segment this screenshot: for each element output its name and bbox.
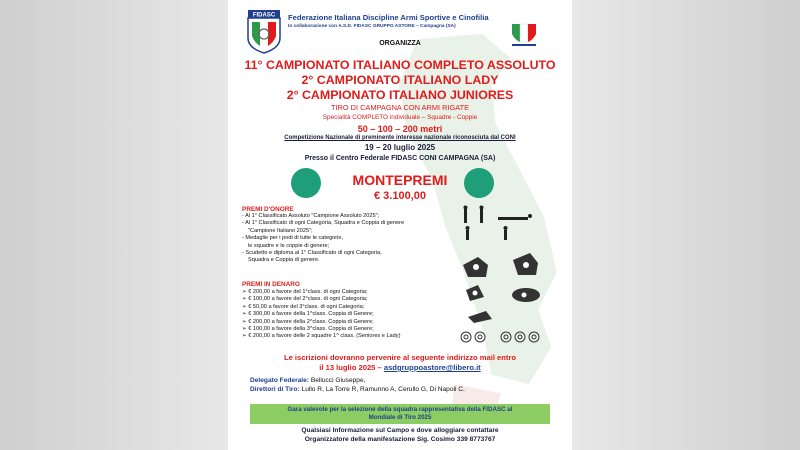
distances: 50 – 100 – 200 metri	[357, 124, 443, 134]
delegato-label: Delegato Federale:	[250, 377, 309, 384]
montepremi-label: MONTEPREMI	[352, 172, 448, 188]
shooter-standing-icon	[480, 206, 484, 224]
premi-denaro-title: PREMI IN DENARO	[242, 281, 300, 288]
round-target-icon	[475, 332, 485, 342]
registration-info	[228, 353, 572, 373]
prize-amount: € 3.100,00	[374, 190, 426, 202]
direttori-value: Lullo R, La Torre R, Ramunno A, Cerullo G, Di Napoli C.	[301, 386, 465, 393]
title-line-2: 2° CAMPIONATO ITALIANO LADY	[301, 73, 499, 87]
notice-line-2: Mondiale di Tiro 2025	[368, 414, 432, 421]
footer-line-1: Qualsiasi Informazione sul Campo e dove alloggiare contattare	[301, 427, 499, 434]
specialty: Specialità COMPLETO individuale – Squadre - Coppie	[322, 114, 478, 121]
premi-onore-title: PREMI D'ONORE	[242, 206, 294, 213]
list-item: ➢ € 100,00 a favore del 2°class. di ogni Categoria;	[242, 296, 368, 303]
list-item: ➢ € 300,00 a favore della 1^class. Coppia di Genere;	[242, 311, 374, 318]
list-item: ➢ € 50,00 a favore del 3°class. di ogni Categoria;	[242, 303, 365, 310]
list-item: "Campione Italiano 2025";	[248, 227, 313, 234]
competition-note: Competizione Nazionale di preminente interesse nazionale riconosciuta dal CONI	[284, 135, 516, 141]
event-venue: Presso il Centro Federale FIDASC CONI CAMPAGNA (SA)	[304, 155, 496, 162]
direttori-label: Direttori di Tiro:	[250, 386, 300, 393]
deer-target-icon	[463, 257, 488, 277]
title-line-3: 2° CAMPIONATO ITALIANO JUNIORES	[286, 88, 514, 102]
list-item: le squadre e le coppie di genere;	[248, 242, 330, 249]
list-item: - Scudetto e diploma al 1° Classificato di ogni Categoria,	[242, 250, 382, 257]
direttori-row	[250, 385, 465, 394]
delegato-row	[250, 376, 465, 385]
shooter-kneeling-icon	[504, 226, 508, 240]
registration-line-1: Le iscrizioni dovranno pervenire al seguente indirizzo mail entro	[283, 353, 517, 362]
boar-target-icon	[512, 288, 540, 302]
fidasc-logo-text: FIDASC	[252, 12, 276, 19]
shooter-prone-icon	[498, 214, 532, 220]
title-line-1: 11° CAMPIONATO ITALIANO COMPLETO ASSOLUTO	[244, 58, 556, 72]
staff-info	[250, 376, 465, 394]
list-item: ➢ € 200,00 a favore della 2^class. Coppia di Genere;	[242, 318, 374, 325]
list-item: Squadra e Coppia di genere.	[248, 257, 320, 264]
left-blurred-background	[0, 0, 230, 450]
deer-target-icon	[513, 253, 538, 275]
collaboration-note: In collaborazione con A.S.D. FIDASC GRUPPO ASTORE – Campagna (SA)	[288, 24, 456, 29]
footer-line-2: Organizzatore della manifestazione Sig. Cosimo 339 8773767	[304, 436, 496, 443]
shooter-standing-icon	[464, 206, 468, 224]
organizza-label: ORGANIZZA	[379, 40, 421, 47]
list-item: ➢ € 200,00 a favore del 1°class. di ogni Categoria;	[242, 289, 368, 295]
fox-target-icon	[468, 311, 492, 323]
delegato-value: Bellucci Giuseppe,	[310, 377, 366, 384]
registration-deadline: il 13 luglio 2025 –	[319, 363, 382, 372]
notice-line-1: Gara valevole per la selezione della squadra rappresentativa della FIDASC al	[287, 406, 513, 413]
list-item: - Al 1° Classificato Assoluto "Campione Assoluto 2025";	[242, 213, 380, 219]
list-item: ➢ € 200,00 a favore delle 2 squadre 1^ class. (Seniores e Lady)	[242, 333, 401, 340]
list-item: - Medaglie per i podi di tutte le categorie,	[242, 235, 344, 242]
event-poster	[228, 0, 572, 450]
subtitle: TIRO DI CAMPAGNA CON ARMI RIGATE	[330, 103, 470, 112]
round-target-icon	[501, 332, 511, 342]
round-target-icon	[515, 332, 525, 342]
contact-footer	[228, 426, 572, 444]
target-illustrations	[458, 205, 568, 345]
shooter-kneeling-icon	[466, 226, 470, 240]
registration-line-2	[228, 363, 572, 373]
list-item: - Al 1° Classificato di ogni Categoria, Squadra e Coppia di genere	[242, 220, 405, 227]
fidasc-logo	[246, 10, 282, 54]
right-blurred-background	[570, 0, 800, 450]
event-dates: 19 – 20 luglio 2025	[364, 143, 436, 152]
premi-denaro-list	[242, 289, 462, 341]
list-item: ➢ € 100,00 a favore della 3^class. Coppia di Genere;	[242, 326, 374, 333]
federation-name: Federazione Italiana Discipline Armi Sportive e Cinofilia	[288, 13, 489, 22]
round-target-icon	[529, 332, 539, 342]
premi-onore-list	[242, 213, 462, 265]
round-target-icon	[461, 332, 471, 342]
registration-email-link[interactable]: asdgruppoastore@libero.it	[383, 363, 481, 372]
chamois-target-icon	[466, 285, 484, 301]
selection-notice-box	[250, 404, 550, 424]
